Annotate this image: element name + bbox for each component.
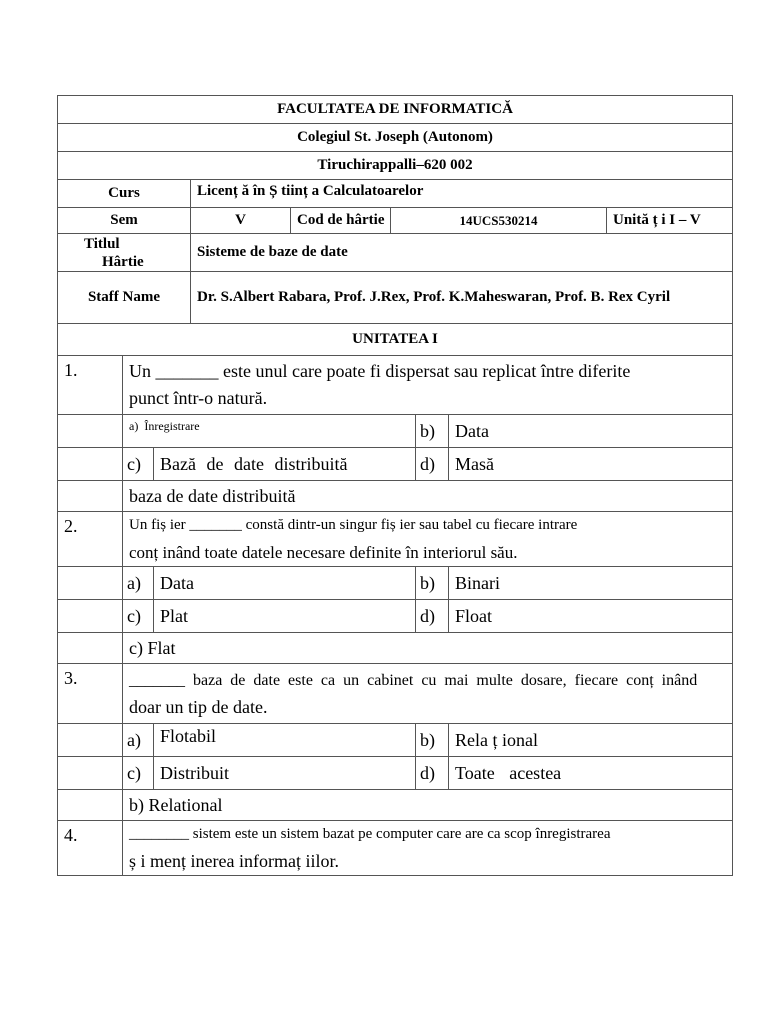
question-text-line2: ș i menț inerea informaț iilor. (129, 851, 339, 871)
option-label: c) (123, 448, 154, 481)
sem-label: Sem (58, 208, 191, 234)
question-text (123, 512, 733, 567)
option-label: a) (123, 567, 154, 600)
titlu-label-line1: Titlul (84, 235, 120, 252)
question-row (58, 512, 733, 567)
document-page (57, 95, 732, 876)
option-label: a) (129, 419, 139, 433)
question-text (123, 821, 733, 876)
curs-label: Curs (58, 180, 191, 208)
staff-label: Staff Name (58, 272, 191, 324)
option-label: c) (123, 600, 154, 633)
option-a-text: Flotabil (154, 724, 416, 757)
option-c-text: Bază de date distribuită (154, 448, 416, 481)
questions-table (57, 355, 733, 876)
option-b-text: Binari (449, 567, 733, 600)
answer-row (58, 481, 733, 512)
titlu-value: Sisteme de baze de date (191, 234, 733, 272)
option-row (58, 600, 733, 633)
question-text-line1: ________ sistem este un sistem bazat pe computer care are ca scop înregistrarea (129, 826, 611, 842)
option-label: c) (123, 757, 154, 790)
staff-value: Dr. S.Albert Rabara, Prof. J.Rex, Prof. K.Maheswaran, Prof. B. Rex Cyril (191, 272, 733, 324)
option-row (58, 448, 733, 481)
option-label: d) (416, 448, 449, 481)
question-number: 1. (58, 356, 123, 415)
faculty-title: FACULTATEA DE INFORMATICĂ (58, 96, 733, 124)
college-name: Colegiul St. Joseph (Autonom) (58, 124, 733, 152)
option-d-text: Masă (449, 448, 733, 481)
question-row (58, 356, 733, 415)
cod-label: Cod de hârtie (291, 208, 391, 234)
question-text-line1: Un _______ este unul care poate fi dispersat sau replicat între diferite (129, 361, 631, 381)
option-label: b) (416, 415, 449, 448)
question-text-line2: conț inând toate datele necesare definite în interiorul său. (129, 543, 518, 562)
unit-label: Unită ț i (613, 212, 666, 228)
option-b-text: Rela ț ional (449, 724, 733, 757)
unit-heading: UNITATEA I (58, 324, 733, 356)
option-row (58, 415, 733, 448)
question-text-line2: doar un tip de date. (129, 696, 268, 717)
curs-value: Licenț ă în Ș tiinț a Calculatoarelor (191, 180, 733, 208)
question-text-line1: Un fiș ier _______ constă dintr-un singur fiș ier sau tabel cu fiecare intrare (129, 517, 578, 533)
option-text: Înregistrare (144, 419, 200, 433)
answer-row (58, 790, 733, 821)
option-b-text: Data (449, 415, 733, 448)
question-number: 3. (58, 664, 123, 724)
option-label: a) (123, 724, 154, 757)
option-label: b) (416, 567, 449, 600)
cod-value: 14UCS530214 (391, 208, 607, 234)
option-c-text: Plat (154, 600, 416, 633)
answer-text: b) Relational (123, 790, 733, 821)
option-label: b) (416, 724, 449, 757)
question-text-line2: punct într-o natură. (129, 388, 268, 408)
option-d-text: Float (449, 600, 733, 633)
option-a (123, 415, 416, 448)
college-address: Tiruchirappalli–620 002 (58, 152, 733, 180)
titlu-label-cell (58, 234, 191, 272)
option-label: d) (416, 600, 449, 633)
option-a-text: Data (154, 567, 416, 600)
header-table (57, 95, 733, 356)
titlu-label-line2: Hârtie (102, 253, 144, 270)
question-row (58, 821, 733, 876)
unit-value: I – V (669, 212, 701, 228)
option-c-text: Distribuit (154, 757, 416, 790)
question-number: 2. (58, 512, 123, 567)
option-row (58, 567, 733, 600)
question-row (58, 664, 733, 724)
question-text-line1: _______ baza de date este ca un cabinet cu mai multe dosare, fiecare conț inând (129, 671, 698, 689)
question-number: 4. (58, 821, 123, 876)
unit-cell (607, 208, 733, 234)
answer-row (58, 633, 733, 664)
option-row (58, 757, 733, 790)
sem-value: V (191, 208, 291, 234)
answer-text: baza de date distribuită (123, 481, 733, 512)
option-row (58, 724, 733, 757)
question-text (123, 664, 733, 724)
question-text (123, 356, 733, 415)
option-label: d) (416, 757, 449, 790)
option-d-text: Toate acestea (449, 757, 733, 790)
answer-text: c) Flat (123, 633, 733, 664)
